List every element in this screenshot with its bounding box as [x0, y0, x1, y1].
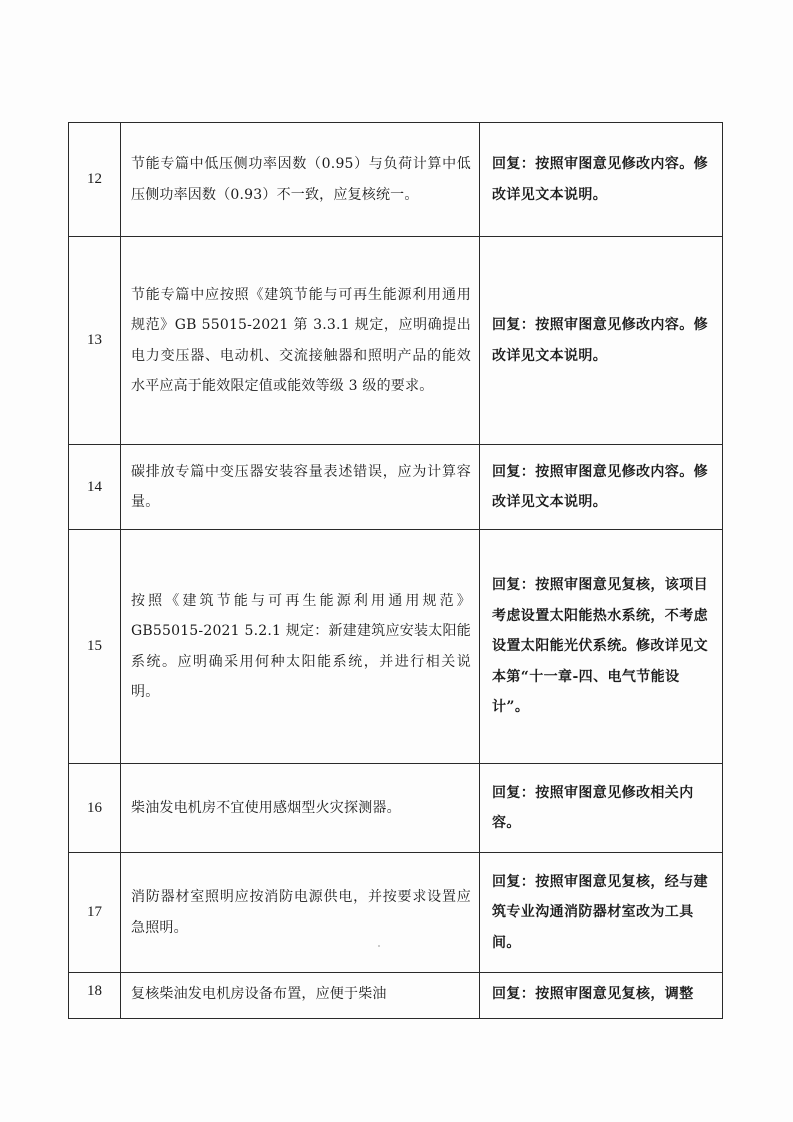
review-comments-table — [68, 122, 723, 1019]
row-number: 18 — [69, 973, 121, 1019]
review-comment: 复核柴油发电机房设备布置，应便于柴油 — [121, 973, 480, 1019]
table-row — [69, 530, 723, 764]
row-number: 13 — [69, 237, 121, 445]
review-comment: 碳排放专篇中变压器安装容量表述错误，应为计算容量。 — [121, 445, 480, 530]
table-row — [69, 445, 723, 530]
table-row — [69, 123, 723, 237]
review-comment: 柴油发电机房不宜使用感烟型火灾探测器。 — [121, 764, 480, 853]
reply-text: 回复：按照审图意见复核，经与建筑专业沟通消防器材室改为工具间。 — [480, 853, 723, 973]
row-number: 14 — [69, 445, 121, 530]
reply-text: 回复：按照审图意见复核，调整 — [480, 973, 723, 1019]
scan-speck — [378, 945, 380, 947]
reply-text: 回复：按照审图意见修改内容。修改详见文本说明。 — [480, 237, 723, 445]
review-comment: 按照《建筑节能与可再生能源利用通用规范》GB55015-2021 5.2.1 规定：新建建筑应安装太阳能系统。应明确采用何种太阳能系统，并进行相关说明。 — [121, 530, 480, 764]
table-row — [69, 764, 723, 853]
table-row — [69, 853, 723, 973]
reply-text: 回复：按照审图意见修改内容。修改详见文本说明。 — [480, 123, 723, 237]
reply-text: 回复：按照审图意见复核，该项目考虑设置太阳能热水系统，不考虑设置太阳能光伏系统。修改详见文本第“十一章-四、电气节能设计”。 — [480, 530, 723, 764]
review-comment: 消防器材室照明应按消防电源供电，并按要求设置应急照明。 — [121, 853, 480, 973]
table-row — [69, 973, 723, 1019]
row-number: 12 — [69, 123, 121, 237]
row-number: 17 — [69, 853, 121, 973]
review-comment: 节能专篇中低压侧功率因数（0.95）与负荷计算中低压侧功率因数（0.93）不一致，应复核统一。 — [121, 123, 480, 237]
row-number: 15 — [69, 530, 121, 764]
reply-text: 回复：按照审图意见修改内容。修改详见文本说明。 — [480, 445, 723, 530]
reply-text: 回复：按照审图意见修改相关内容。 — [480, 764, 723, 853]
table-row — [69, 237, 723, 445]
row-number: 16 — [69, 764, 121, 853]
review-comment: 节能专篇中应按照《建筑节能与可再生能源利用通用规范》GB 55015-2021 第 3.3.1 规定，应明确提出电力变压器、电动机、交流接触器和照明产品的能效水平应高于能效限定值或能效等级 3 级的要求。 — [121, 237, 480, 445]
